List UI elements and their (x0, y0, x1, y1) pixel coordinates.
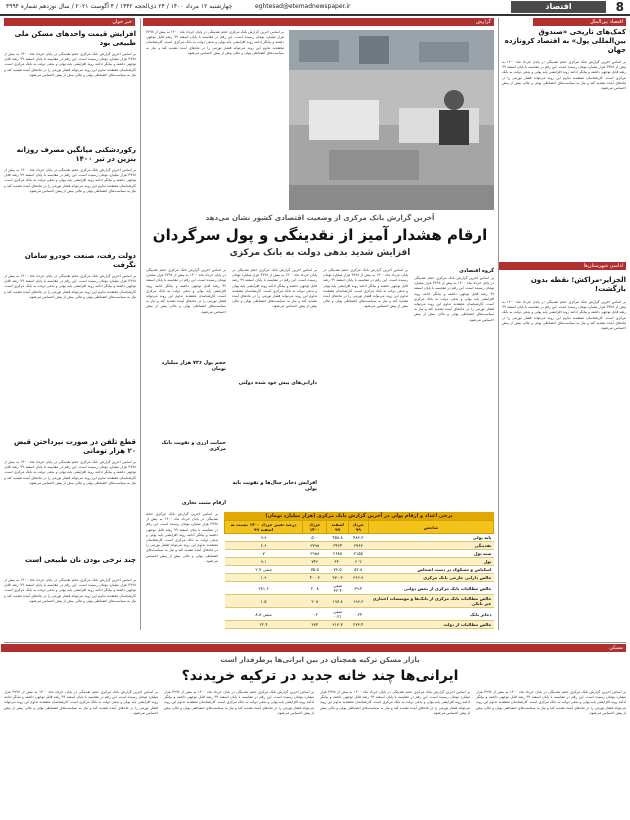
table-cell: اسکناس و مسکوک در دست اشخاص (368, 566, 493, 574)
table-cell: ۶۰۲ (348, 558, 368, 566)
table-row (225, 574, 494, 582)
section-title: اقتصاد (511, 1, 606, 13)
table-cell: ۰.۳ (303, 608, 327, 621)
table-cell: خالص دارایی خارجی بانک مرکزی (368, 574, 493, 582)
table-cell: ۷ (225, 550, 303, 558)
tag-mid: اداسی شهرستان‌ها (499, 262, 626, 270)
left-body-5: بر اساس آخرین گزارش بانک مرکزی حجم نقدینگی در پایان خرداد ماه ۱۴۰۰ به بیش از ۳۷۹۸ هزار میلیارد تومان رسیده است. این رقم در مقایسه با پایان اسفند ۹۹ رشد قابل توجهی داشته و بیانگر ادامه روند افزایشی پایه پولی و بدهی دولت به بانک مرکزی است. کارشناسان معتقدند تداوم این روند می‌تواند فشار تورمی را در ماه‌های آینده تشدید کند و نیاز به سیاست‌های انضباطی پولی و مالی بیش از پیش احساس می‌شود. (4, 578, 136, 603)
page-number: 8 (615, 0, 624, 14)
right-mid-body: بر اساس آخرین گزارش بانک مرکزی حجم نقدینگی در پایان خرداد ماه ۱۴۰۰ به بیش از ۳۷۹۸ هزار میلیارد تومان رسیده است. این رقم در مقایسه با پایان اسفند ۹۹ رشد قابل توجهی داشته و بیانگر ادامه روند افزایشی پایه پولی و بدهی دولت به بانک مرکزی است. کارشناسان معتقدند تداوم این روند می‌تواند فشار تورمی را در ماه‌های آینده تشدید کند و نیاز به سیاست‌های انضباطی پولی و مالی بیش از پیش احساس می‌شود. (502, 300, 626, 331)
left-h5: چند نرخی بودن نان طبیعی است (24, 556, 136, 564)
table-cell: ۲۰۸ (303, 595, 327, 608)
table-row (225, 582, 494, 595)
header-date: چهارشنبه ۱۲ مرداد ۱۴۰۰ / ۲۴ ذی‌الحجه ۱۴۴۲ / ۴ آگوست ۲۰۲۱ / سال نوزدهم شماره ۴۹۹۴ (6, 3, 233, 10)
table-cell: خالص مطالبات از دولت (368, 621, 493, 629)
table-cell: ۴۵۸.۸ (327, 534, 348, 542)
bottom-col-2: بر اساس آخرین گزارش بانک مرکزی حجم نقدینگی در پایان خرداد ماه ۱۴۰۰ به بیش از ۳۷۹۸ هزار میلیارد تومان رسیده است. این رقم در مقایسه با پایان اسفند ۹۹ رشد قابل توجهی داشته و بیانگر ادامه روند افزایشی پایه پولی و بدهی دولت به بانک مرکزی است. کارشناسان معتقدند تداوم این روند می‌تواند فشار تورمی را در ماه‌های آینده تشدید کند و نیاز به سیاست‌های انضباطی پولی و مالی بیش از پیش احساس می‌شود. (320, 690, 470, 715)
table-cell: ۴۸۳.۳ (348, 534, 368, 542)
table-cell: ذخایر بانک (368, 608, 493, 621)
table-cell: شبه پول (368, 550, 493, 558)
table-cell: ۳۹.۴ (348, 582, 368, 595)
main-col-4-cont: بر اساس آخرین گزارش بانک مرکزی حجم نقدینگی در پایان خرداد ماه ۱۴۰۰ به بیش از ۳۷۹۸ هزار میلیارد تومان رسیده است. این رقم در مقایسه با پایان اسفند ۹۹ رشد قابل توجهی داشته و بیانگر ادامه روند افزایشی پایه پولی و بدهی دولت به بانک مرکزی است. کارشناسان معتقدند تداوم این روند می‌تواند فشار تورمی را در ماه‌های آینده تشدید کند و نیاز به سیاست‌های انضباطی پولی و مالی بیش از پیش احساس می‌شود. (146, 512, 218, 563)
left-body-2: بر اساس آخرین گزارش بانک مرکزی حجم نقدینگی در پایان خرداد ماه ۱۴۰۰ به بیش از ۳۷۹۸ هزار میلیارد تومان رسیده است. این رقم در مقایسه با پایان اسفند ۹۹ رشد قابل توجهی داشته و بیانگر ادامه روند افزایشی پایه پولی و بدهی دولت به بانک مرکزی است. کارشناسان معتقدند تداوم این روند می‌تواند فشار تورمی را در ماه‌های آینده تشدید کند و نیاز به سیاست‌های انضباطی پولی و مالی بیش از پیش احساس می‌شود. (4, 168, 136, 193)
tag-housing: مسکن (1, 644, 626, 652)
table-cell: ۴۰۰.۳ (303, 574, 327, 582)
table-cell: پول (368, 558, 493, 566)
main-photo (289, 30, 494, 210)
main-col-1: بر اساس آخرین گزارش بانک مرکزی حجم نقدینگی در پایان خرداد ماه ۱۴۰۰ به بیش از ۳۷۹۸ هزار میلیارد تومان رسیده است. این رقم در مقایسه با پایان اسفند ۹۹ رشد قابل توجهی داشته و بیانگر ادامه روند افزایشی پایه پولی و بدهی دولت به بانک مرکزی است. کارشناسان معتقدند تداوم این روند می‌تواند فشار تورمی را در ماه‌های آینده تشدید کند و نیاز به سیاست‌های انضباطی پولی و مالی بیش از پیش احساس می‌شود. (414, 276, 494, 322)
table-cell: ۹.۱ (225, 558, 303, 566)
main-sub1: حجم پول ۷۳۶ هزار میلیارد تومان (161, 360, 226, 372)
table-cell: ۲۸۱.۶ (225, 582, 303, 595)
right-article-title: کمک‌های تاریخی «صندوق بین‌المللی پول» به اقتصاد کرونازده جهان (504, 28, 626, 54)
table-cell: منفی ۰.۲۱ (327, 608, 348, 621)
main-headline: ارقام هشدار آمیز از نقدینگی و پول سرگردان (152, 226, 488, 244)
table-cell: ۲۰.۸ (303, 582, 327, 595)
table-row (225, 558, 494, 566)
table-cell: ۶۴۰ (327, 558, 348, 566)
left-body-3: بر اساس آخرین گزارش بانک مرکزی حجم نقدینگی در پایان خرداد ماه ۱۴۰۰ به بیش از ۳۷۹۸ هزار میلیارد تومان رسیده است. این رقم در مقایسه با پایان اسفند ۹۹ رشد قابل توجهی داشته و بیانگر ادامه روند افزایشی پایه پولی و بدهی دولت به بانک مرکزی است. کارشناسان معتقدند تداوم این روند می‌تواند فشار تورمی را در ماه‌های آینده تشدید کند و نیاز به سیاست‌های انضباطی پولی و مالی بیش از پیش احساس می‌شود. (4, 274, 136, 299)
left-h2: رکوردشکنی میانگین مصرف روزانه بنزین در تیر ۱۴۰۰ (16, 146, 136, 163)
table-cell: ۲۹۸۸ (303, 550, 327, 558)
main-col-4: بر اساس آخرین گزارش بانک مرکزی حجم نقدینگی در پایان خرداد ماه ۱۴۰۰ به بیش از ۳۷۹۸ هزار میلیارد تومان رسیده است. این رقم در مقایسه با پایان اسفند ۹۹ رشد قابل توجهی داشته و بیانگر ادامه روند افزایشی پایه پولی و بدهی دولت به بانک مرکزی است. کارشناسان معتقدند تداوم این روند می‌تواند فشار تورمی را در ماه‌های آینده تشدید کند و نیاز به سیاست‌های انضباطی پولی و مالی بیش از پیش احساس می‌شود. (146, 268, 226, 314)
table-cell: ۳۸۴ (303, 621, 327, 629)
main-subhead: افزایش شدید بدهی دولت به بانک مرکزی (229, 248, 411, 258)
table-cell: منفی ۸.۸ (225, 608, 303, 621)
tag-news: خبر خوان (4, 18, 135, 26)
table-cell: ۲۱۵۵ (348, 550, 368, 558)
table-cell: ۳۶۶.۹ (348, 574, 368, 582)
table-cell: خالص مطالبات بانک مرکزی از بانک‌ها و موسسات اعتباری غیر بانکی (368, 595, 493, 608)
table-header: اسفند ۹۹ (327, 521, 348, 534)
table-cell: ۱.۹ (225, 574, 303, 582)
right-article-body: بر اساس آخرین گزارش بانک مرکزی حجم نقدینگی در پایان خرداد ماه ۱۴۰۰ به بیش از ۳۷۹۸ هزار میلیارد تومان رسیده است. این رقم در مقایسه با پایان اسفند ۹۹ رشد قابل توجهی داشته و بیانگر ادامه روند افزایشی پایه پولی و بدهی دولت به بانک مرکزی است. کارشناسان معتقدند تداوم این روند می‌تواند فشار تورمی را در ماه‌های آینده تشدید کند و نیاز به سیاست‌های انضباطی پولی و مالی بیش از پیش احساس می‌شود. (502, 60, 626, 91)
table-cell: خالص مطالبات بانک مرکزی از بخش دولتی (368, 582, 493, 595)
header-email[interactable]: eghtesad@etemadnewspaper.ir (255, 3, 351, 10)
table-header: درصد تغییر خرداد ۱۴۰۰ نسبت به اسفند ۹۹ (225, 521, 303, 534)
table-cell: پایه پولی (368, 534, 493, 542)
table-cell: ۳۷۰.۳ (327, 574, 348, 582)
table-cell: ۳۴۶۴ (327, 542, 348, 550)
table-cell: ۵۲.۸ (348, 566, 368, 574)
table-row (225, 595, 494, 608)
table-row (225, 542, 494, 550)
main-col-2: بر اساس آخرین گزارش بانک مرکزی حجم نقدینگی در پایان خرداد ماه ۱۴۰۰ به بیش از ۳۷۹۸ هزار میلیارد تومان رسیده است. این رقم در مقایسه با پایان اسفند ۹۹ رشد قابل توجهی داشته و بیانگر ادامه روند افزایشی پایه پولی و بدهی دولت به بانک مرکزی است. کارشناسان معتقدند تداوم این روند می‌تواند فشار تورمی را در ماه‌های آینده تشدید کند و نیاز به سیاست‌های انضباطی پولی و مالی بیش از پیش احساس می‌شود. (323, 268, 408, 309)
table-cell: ۷۳.۵ (327, 566, 348, 574)
main-sub5: ارقام مثبت تجاری (181, 500, 226, 506)
tag-report: گزارش (143, 18, 494, 26)
table-row (225, 621, 494, 629)
section-rule (4, 642, 626, 643)
left-body-4: بر اساس آخرین گزارش بانک مرکزی حجم نقدینگی در پایان خرداد ماه ۱۴۰۰ به بیش از ۳۷۹۸ هزار میلیارد تومان رسیده است. این رقم در مقایسه با پایان اسفند ۹۹ رشد قابل توجهی داشته و بیانگر ادامه روند افزایشی پایه پولی و بدهی دولت به بانک مرکزی است. کارشناسان معتقدند تداوم این روند می‌تواند فشار تورمی را در ماه‌های آینده تشدید کند و نیاز به سیاست‌های انضباطی پولی و مالی بیش از پیش احساس می‌شود. (4, 460, 136, 485)
main-kicker: آخرین گزارش بانک مرکزی از وضعیت اقتصادی کشور نشان می‌دهد (205, 214, 435, 222)
table-row (225, 550, 494, 558)
page-header (0, 0, 630, 16)
table-row (225, 566, 494, 574)
table-row (225, 608, 494, 621)
table-cell: ۶.۶ (225, 542, 303, 550)
column-rule (498, 18, 499, 630)
left-body-1: بر اساس آخرین گزارش بانک مرکزی حجم نقدینگی در پایان خرداد ماه ۱۴۰۰ به بیش از ۳۷۹۸ هزار میلیارد تومان رسیده است. این رقم در مقایسه با پایان اسفند ۹۹ رشد قابل توجهی داشته و بیانگر ادامه روند افزایشی پایه پولی و بدهی دولت به بانک مرکزی است. کارشناسان معتقدند تداوم این روند می‌تواند فشار تورمی را در ماه‌های آینده تشدید کند و نیاز به سیاست‌های انضباطی پولی و مالی بیش از پیش احساس می‌شود. (4, 52, 136, 77)
left-h3: دولت رفت، صنعت خودرو سامان نگرفت (24, 252, 136, 269)
bottom-headline: ایرانی‌ها چند خانه جدید در ترکیه خریدند؟ (181, 668, 459, 684)
table-header: خرداد ۱۴۰۰ (303, 521, 327, 534)
table-cell: ۱.۵ (225, 595, 303, 608)
bottom-col-1: بر اساس آخرین گزارش بانک مرکزی حجم نقدینگی در پایان خرداد ماه ۱۴۰۰ به بیش از ۳۷۹۸ هزار میلیارد تومان رسیده است. این رقم در مقایسه با پایان اسفند ۹۹ رشد قابل توجهی داشته و بیانگر ادامه روند افزایشی پایه پولی و بدهی دولت به بانک مرکزی است. کارشناسان معتقدند تداوم این روند می‌تواند فشار تورمی را در ماه‌های آینده تشدید کند و نیاز به سیاست‌های انضباطی پولی و مالی بیش از پیش احساس می‌شود. (476, 690, 626, 715)
table-cell: ۳۱۳.۷ (327, 621, 348, 629)
table-cell: ۱۹۷.۸ (327, 595, 348, 608)
main-sub2: دارایی‌های پیش خود شده دولتی (238, 380, 317, 386)
table-row (225, 534, 494, 542)
main-sub3: افزایش ذخایر سال‌ها و تقویت پایه پولی (232, 480, 317, 492)
stats-table-wrap (224, 512, 494, 629)
table-body (225, 534, 494, 629)
table-header: خرداد ۹۹ (348, 521, 368, 534)
table-cell: نقدینگی (368, 542, 493, 550)
bottom-kicker: بازار مسکن ترکیه همچنان در بین ایرانی‌ها پرطرفدار است (220, 656, 420, 664)
table-cell: منفی ۲.۷ (225, 566, 303, 574)
table-cell: ۵۰۰ (303, 534, 327, 542)
table-cell: ۲۷۶۷ (348, 542, 368, 550)
main-byline: گروه اقتصادی (459, 268, 494, 274)
table-cell: ۲۶۸۸ (327, 550, 348, 558)
table-title: برخی اعداد و ارقام پولی در آخرین گزارش بانک مرکزی (هزار میلیارد تومان) (224, 512, 494, 520)
table-cell: ۹.۹ (225, 534, 303, 542)
table-cell: ۰.۲۴ (348, 608, 368, 621)
main-sub4: حمایت ارزی و تقویت بانک مرکزی (161, 440, 226, 452)
bottom-col-3: بر اساس آخرین گزارش بانک مرکزی حجم نقدینگی در پایان خرداد ماه ۱۴۰۰ به بیش از ۳۷۹۸ هزار میلیارد تومان رسیده است. این رقم در مقایسه با پایان اسفند ۹۹ رشد قابل توجهی داشته و بیانگر ادامه روند افزایشی پایه پولی و بدهی دولت به بانک مرکزی است. کارشناسان معتقدند تداوم این روند می‌تواند فشار تورمی را در ماه‌های آینده تشدید کند و نیاز به سیاست‌های انضباطی پولی و مالی بیش از پیش احساس می‌شود. (164, 690, 314, 715)
right-mid-title: الجزایر-مراکش؛ نقطه بدون بازگشت! (530, 276, 626, 293)
tag-intl: اقتصاد بین‌الملل (533, 18, 626, 26)
table-cell: ۱۹۶.۳ (348, 595, 368, 608)
stats-table (224, 520, 494, 629)
table-cell: ۷۵.۵ (303, 566, 327, 574)
table-header: شاخص (368, 521, 493, 534)
left-h4: قطع تلفن در صورت نپرداختن قبض ۲۰ هزار تومانی (13, 438, 136, 455)
left-h1: افزایش قیمت واحدهای مسکن ملی طبیعی بود (14, 30, 136, 47)
table-cell: ۷۴۶ (303, 558, 327, 566)
column-rule (140, 18, 141, 630)
bottom-col-4: بر اساس آخرین گزارش بانک مرکزی حجم نقدینگی در پایان خرداد ماه ۱۴۰۰ به بیش از ۳۷۹۸ هزار میلیارد تومان رسیده است. این رقم در مقایسه با پایان اسفند ۹۹ رشد قابل توجهی داشته و بیانگر ادامه روند افزایشی پایه پولی و بدهی دولت به بانک مرکزی است. کارشناسان معتقدند تداوم این روند می‌تواند فشار تورمی را در ماه‌های آینده تشدید کند و نیاز به سیاست‌های انضباطی پولی و مالی بیش از پیش احساس می‌شود. (4, 690, 158, 715)
main-article-intro: بر اساس آخرین گزارش بانک مرکزی حجم نقدینگی در پایان خرداد ماه ۱۴۰۰ به بیش از ۳۷۹۸ هزار میلیارد تومان رسیده است. این رقم در مقایسه با پایان اسفند ۹۹ رشد قابل توجهی داشته و بیانگر ادامه روند افزایشی پایه پولی و بدهی دولت به بانک مرکزی است. کارشناسان معتقدند تداوم این روند می‌تواند فشار تورمی را در ماه‌های آینده تشدید کند و نیاز به سیاست‌های انضباطی پولی و مالی بیش از پیش احساس می‌شود. (146, 30, 284, 55)
table-cell: ۳۷۹۸ (303, 542, 327, 550)
table-cell: ۲۷۳.۴ (348, 621, 368, 629)
table-cell: منفی ۳۲.۴ (327, 582, 348, 595)
main-col-3: بر اساس آخرین گزارش بانک مرکزی حجم نقدینگی در پایان خرداد ماه ۱۴۰۰ به بیش از ۳۷۹۸ هزار میلیارد تومان رسیده است. این رقم در مقایسه با پایان اسفند ۹۹ رشد قابل توجهی داشته و بیانگر ادامه روند افزایشی پایه پولی و بدهی دولت به بانک مرکزی است. کارشناسان معتقدند تداوم این روند می‌تواند فشار تورمی را در ماه‌های آینده تشدید کند و نیاز به سیاست‌های انضباطی پولی و مالی بیش از پیش احساس می‌شود. (232, 268, 317, 309)
table-cell: ۲۲.۴ (225, 621, 303, 629)
